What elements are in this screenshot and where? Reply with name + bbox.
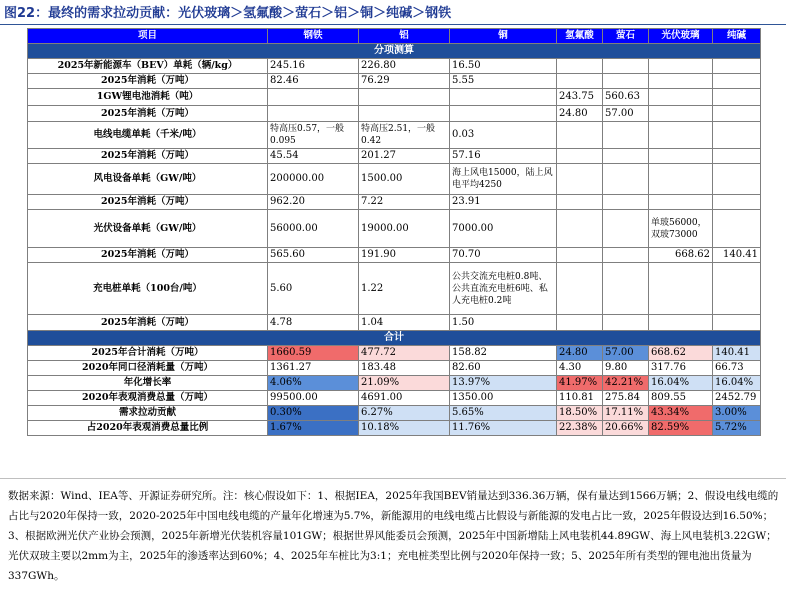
cell-steel: 特高压0.57，一般0.095 [268, 122, 359, 149]
cell-steel: 1361.27 [268, 361, 359, 376]
cell-copper: 海上风电15000，陆上风电平均4250 [450, 164, 557, 195]
cell-copper: 57.16 [450, 149, 557, 164]
cell-fluorite: 9.80 [603, 361, 649, 376]
cell-copper: 1.50 [450, 315, 557, 331]
cell-fluorite: 17.11% [603, 406, 649, 421]
header-aluminum: 铝 [359, 29, 450, 44]
cell-aluminum: 1500.00 [359, 164, 450, 195]
row-label: 2025年消耗（万吨） [28, 315, 268, 331]
cell-hf: 24.80 [557, 106, 603, 122]
cell-soda: 16.04% [713, 376, 761, 391]
row-label: 2020年表观消费总量（万吨） [28, 391, 268, 406]
cell-soda: 66.73 [713, 361, 761, 376]
cell-fluorite: 560.63 [603, 89, 649, 106]
cell-hf: 24.80 [557, 346, 603, 361]
cell-aluminum: 1.22 [359, 263, 450, 315]
cell-hf: 41.97% [557, 376, 603, 391]
table-row [28, 106, 761, 122]
cell-steel: 56000.00 [268, 210, 359, 248]
table-row [28, 164, 761, 195]
cell-copper: 公共交流充电桩0.8吨、公共直流充电桩6吨、私人充电桩0.2吨 [450, 263, 557, 315]
cell-aluminum: 21.09% [359, 376, 450, 391]
cell-fluorite: 57.00 [603, 106, 649, 122]
header-hf: 氢氟酸 [557, 29, 603, 44]
cell-aluminum: 1.04 [359, 315, 450, 331]
table-row [28, 406, 761, 421]
row-label: 风电设备单耗（GW/吨） [28, 164, 268, 195]
table-row [28, 376, 761, 391]
cell-steel: 962.20 [268, 195, 359, 210]
row-label: 电线电缆单耗（千米/吨） [28, 122, 268, 149]
cell-pv-glass: 单玻56000，双玻73000 [649, 210, 713, 248]
header-copper: 铜 [450, 29, 557, 44]
row-label: 充电桩单耗（100台/吨） [28, 263, 268, 315]
cell-hf: 4.30 [557, 361, 603, 376]
cell-aluminum: 201.27 [359, 149, 450, 164]
cell-soda: 5.72% [713, 421, 761, 436]
cell-aluminum: 76.29 [359, 74, 450, 89]
cell-pv-glass: 317.76 [649, 361, 713, 376]
cell-copper: 70.70 [450, 248, 557, 263]
section-row-total [28, 331, 761, 346]
table-row [28, 149, 761, 164]
cell-pv-glass: 809.55 [649, 391, 713, 406]
row-label: 2025年合计消耗（万吨） [28, 346, 268, 361]
cell-pv-glass: 16.04% [649, 376, 713, 391]
cell-soda: 3.00% [713, 406, 761, 421]
row-label: 2025年消耗（万吨） [28, 149, 268, 164]
header-item: 项目 [28, 29, 268, 44]
cell-aluminum: 226.80 [359, 59, 450, 74]
section-total-label: 合计 [28, 331, 761, 346]
cell-aluminum: 7.22 [359, 195, 450, 210]
cell-steel: 99500.00 [268, 391, 359, 406]
row-label: 1GW锂电池消耗（吨） [28, 89, 268, 106]
section-row-split [28, 44, 761, 59]
cell-steel: 82.46 [268, 74, 359, 89]
header-pv-glass: 光伏玻璃 [649, 29, 713, 44]
cell-copper: 5.55 [450, 74, 557, 89]
row-label: 2025年消耗（万吨） [28, 106, 268, 122]
cell-copper: 7000.00 [450, 210, 557, 248]
table-row [28, 89, 761, 106]
cell-copper: 5.65% [450, 406, 557, 421]
cell-pv-glass: 82.59% [649, 421, 713, 436]
cell-steel: 200000.00 [268, 164, 359, 195]
table-row [28, 122, 761, 149]
cell-aluminum: 477.72 [359, 346, 450, 361]
cell-soda: 140.41 [713, 346, 761, 361]
row-label: 2025年消耗（万吨） [28, 248, 268, 263]
row-label: 2025年新能源车（BEV）单耗（辆/kg） [28, 59, 268, 74]
cell-aluminum: 10.18% [359, 421, 450, 436]
cell-aluminum: 183.48 [359, 361, 450, 376]
table-row [28, 421, 761, 436]
row-label: 需求拉动贡献 [28, 406, 268, 421]
cell-pv-glass: 43.34% [649, 406, 713, 421]
cell-steel: 245.16 [268, 59, 359, 74]
table-row [28, 59, 761, 74]
cell-soda: 2452.79 [713, 391, 761, 406]
table-row [28, 263, 761, 315]
cell-fluorite: 20.66% [603, 421, 649, 436]
cell-hf: 243.75 [557, 89, 603, 106]
divider [0, 478, 786, 479]
cell-pv-glass: 668.62 [649, 248, 713, 263]
table-row [28, 315, 761, 331]
header-row [28, 29, 761, 44]
table-row [28, 195, 761, 210]
row-label: 2025年消耗（万吨） [28, 195, 268, 210]
row-label: 光伏设备单耗（GW/吨） [28, 210, 268, 248]
cell-steel: 5.60 [268, 263, 359, 315]
cell-hf: 110.81 [557, 391, 603, 406]
cell-steel: 45.54 [268, 149, 359, 164]
cell-aluminum: 19000.00 [359, 210, 450, 248]
cell-steel: 4.06% [268, 376, 359, 391]
cell-copper: 0.03 [450, 122, 557, 149]
cell-copper: 158.82 [450, 346, 557, 361]
row-label: 2020年同口径消耗量（万吨） [28, 361, 268, 376]
cell-fluorite: 57.00 [603, 346, 649, 361]
cell-aluminum: 4691.00 [359, 391, 450, 406]
table-row [28, 346, 761, 361]
header-steel: 钢铁 [268, 29, 359, 44]
table-row [28, 391, 761, 406]
table-row [28, 74, 761, 89]
cell-aluminum: 6.27% [359, 406, 450, 421]
cell-copper: 1350.00 [450, 391, 557, 406]
cell-hf: 18.50% [557, 406, 603, 421]
cell-copper: 16.50 [450, 59, 557, 74]
cell-steel: 1660.59 [268, 346, 359, 361]
cell-copper: 23.91 [450, 195, 557, 210]
cell-pv-glass: 668.62 [649, 346, 713, 361]
data-table [27, 28, 761, 436]
cell-fluorite: 42.21% [603, 376, 649, 391]
source-notes: 数据来源：Wind、IEA等、开源证券研究所。注：核心假设如下：1、根据IEA，2025年我国BEV销量达到336.36万辆，保有量达到1566万辆；2、假设电线电缆的占比与2020年保持一致，2020-2025年中国电线电缆的产量年化增速为5.7%，新能源用的电线电缆占比假设与新能源的发电占比一致，2025年假设达到16.50%；3、根据欧洲光伏产业协会预测，2025年新增光伏装机容量101GW；根据世界风能委员会预测，2025年中国新增陆上风电装机44.89GW、海上风电装机3.22GW；光伏双玻主要以2mm为主，2025年的渗透率达到60%；4、2025年车桩比为3:1；充电桩类型比例与2020年保持一致；5、2025年所有类型的锂电池出货量为337GWh。 [8, 490, 779, 582]
cell-aluminum: 特高压2.51，一般0.42 [359, 122, 450, 149]
row-label: 占2020年表观消费总量比例 [28, 421, 268, 436]
figure-title: 图22：最终的需求拉动贡献：光伏玻璃＞氢氟酸＞萤石＞铝＞铜＞纯碱＞钢铁 [4, 6, 452, 21]
cell-aluminum: 191.90 [359, 248, 450, 263]
cell-copper: 82.60 [450, 361, 557, 376]
cell-fluorite: 275.84 [603, 391, 649, 406]
row-label: 2025年消耗（万吨） [28, 74, 268, 89]
table-row [28, 248, 761, 263]
header-fluorite: 萤石 [603, 29, 649, 44]
table-row [28, 361, 761, 376]
cell-hf: 22.38% [557, 421, 603, 436]
cell-steel: 4.78 [268, 315, 359, 331]
cell-steel: 1.67% [268, 421, 359, 436]
header-soda: 纯碱 [713, 29, 761, 44]
title-bar [0, 0, 786, 25]
cell-copper: 11.76% [450, 421, 557, 436]
row-label: 年化增长率 [28, 376, 268, 391]
cell-steel: 565.60 [268, 248, 359, 263]
cell-steel: 0.30% [268, 406, 359, 421]
cell-soda: 140.41 [713, 248, 761, 263]
section-split-label: 分项测算 [28, 44, 761, 59]
cell-copper: 13.97% [450, 376, 557, 391]
table-row [28, 210, 761, 248]
